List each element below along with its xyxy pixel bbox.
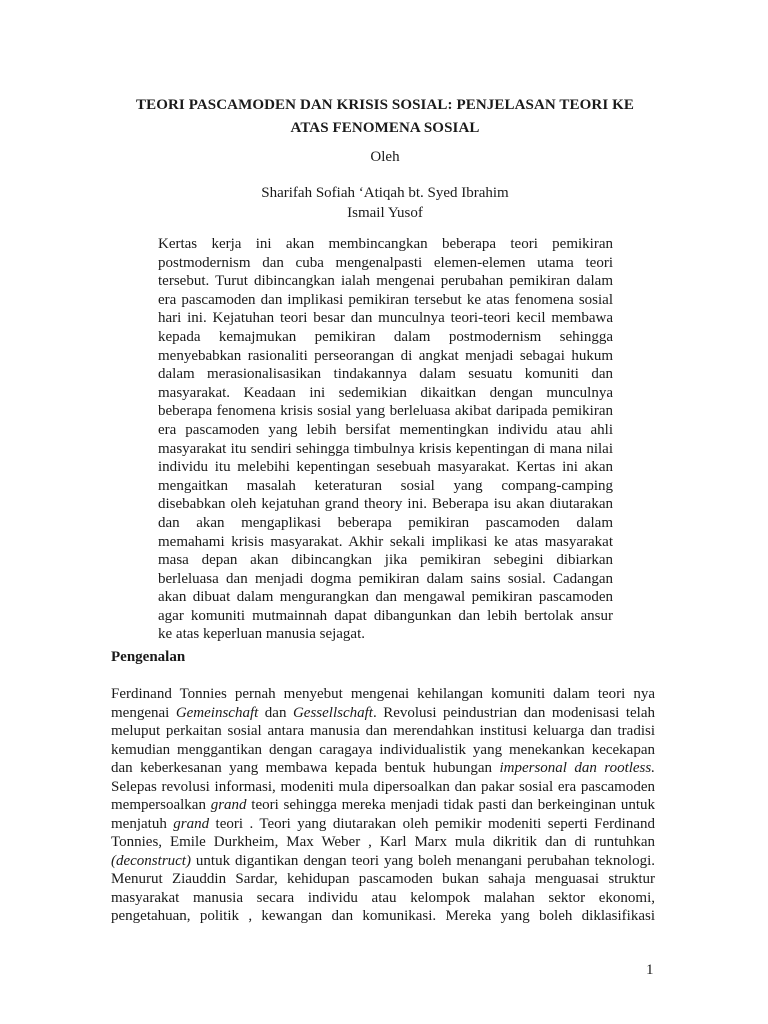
intro-paragraph [111, 685, 655, 926]
term-grand: grand [210, 797, 247, 813]
term-impersonal-rootless: impersonal dan rootless. [499, 760, 655, 776]
intro-line: meluput perkaitan sosial antara manusia dan merendahkan institusi keluarga dan tradisi [111, 723, 655, 739]
abstract-line: kepada kemajmukan pemikiran dalam postmodernism sehingga [158, 328, 613, 345]
intro-line: menjatuh grand teori . Teori yang diutarakan oleh pemikir modeniti seperti Ferdinand [111, 815, 655, 832]
paper-title [110, 94, 660, 140]
byline-oleh: Oleh [370, 149, 400, 165]
author-name-2: Ismail Yusof [347, 205, 423, 221]
abstract-line: mengaitkan masalah keteraturan sosial yang compang-camping [158, 477, 613, 494]
intro-line: Tonnies, Emile Durkheim, Max Weber , Karl Marx mula dikritik dan di runtuhkan [111, 834, 655, 850]
term-grand: grand [173, 815, 210, 832]
title-line-2: ATAS FENOMENA SOSIAL [290, 120, 480, 136]
term-gemeinschaft: Gemeinschaft [175, 704, 259, 721]
term-gessellschaft: Gessellschaft [292, 704, 373, 721]
abstract-line: ke atas keperluan manusia sejagat. [158, 626, 365, 643]
intro-line: kemudian menggantikan dengan caragaya individualistik yang menekankan kecekapan [111, 741, 655, 758]
abstract-line: hari ini. Kejatuhan teori besar dan munculnya teori-teori kecil membawa [158, 310, 613, 327]
intro-line: mempersoalkan grand teori sehingga mereka menjadi tidak pasti dan berkeinginan untuk [111, 797, 655, 813]
page-number: 1 [646, 962, 654, 978]
intro-line: Menurut Ziauddin Sardar, kehidupan pascamoden bukan sahaja menguasai struktur [111, 871, 655, 887]
abstract-line: Kertas kerja ini akan membincangkan beberapa teori pemikiran [158, 236, 613, 252]
abstract-line: beberapa fenomena krisis sosial yang berleluasa akibat daripada pemikiran [158, 403, 613, 420]
intro-line: Selepas revolusi informasi, modeniti mula dipersoalkan dan pakar sosial era pascamoden [111, 778, 655, 795]
abstract-line: era pascamoden dan implikasi pemikiran tersebut ke atas fenomena sosial [158, 291, 613, 308]
abstract-line: masa depan akan dibincangkan jika pemikiran sebegini dibiarkan [158, 552, 613, 569]
abstract-line: dan akan mengaplikasi beberapa pemikiran pascamoden dalam [158, 514, 613, 531]
abstract-line: menyebabkan rasionaliti perseorangan di angkat menjadi sebagai hukum [158, 347, 613, 364]
intro-line: pengetahuan, politik , kewangan dan komunikasi. Mereka yang boleh diklasifikasi [111, 908, 655, 924]
abstract-line: disebabkan oleh kejatuhan grand theory ini. Beberapa isu akan diutarakan [158, 496, 613, 513]
intro-line: dan keberkesanan yang membawa kepada bentuk hubungan impersonal dan rootless. [111, 760, 655, 776]
abstract-line: postmodernism dan cuba mengenalpasti elemen-elemen utama teori [158, 254, 613, 271]
intro-line: Ferdinand Tonnies pernah menyebut mengenai kehilangan komuniti dalam teori nya [111, 686, 655, 702]
term-deconstruct: (deconstruct) [111, 852, 191, 869]
abstract-line: era pascamoden yang lebih bersifat mementingkan individu atau ahli [158, 421, 613, 438]
intro-line: mengenai Gemeinschaft dan Gessellschaft. Revolusi peindustrian dan modenisasi telah [111, 704, 655, 721]
author-name-1: Sharifah Sofiah ‘Atiqah bt. Syed Ibrahim [261, 185, 509, 201]
abstract-line: memahami krisis masyarakat. Akhir sekali implikasi ke atas masyarakat [158, 533, 613, 550]
abstract-line: dalam merasionalisasikan tindakannya dalam sesuatu komuniti dan [158, 366, 613, 383]
abstract [158, 235, 613, 644]
section-heading: Pengenalan [111, 649, 186, 665]
abstract-line: berleluasa dan menjadi dogma pemikiran dalam sains sosial. Cadangan [158, 570, 613, 587]
intro-line: masyarakat manusia secara individu atau kelompok malahan sektor ekonomi, [111, 889, 655, 906]
abstract-line: agar komuniti mutmainnah dapat dibangunkan dan lebih bertolak ansur [158, 607, 613, 624]
abstract-line: individu itu melebihi kepentingan sesebuah masyarakat. Kertas ini akan [158, 459, 613, 476]
abstract-line: masyarakat. Keadaan ini sedemikian dikaitkan dengan munculnya [158, 384, 613, 401]
title-line-1: TEORI PASCAMODEN DAN KRISIS SOSIAL: PENJELASAN TEORI KE [136, 97, 634, 113]
abstract-line: masyarakat itu sendiri sehingga timbulnya krisis kepentingan di mana nilai [158, 440, 613, 457]
abstract-line: tersebut. Turut dibincangkan ialah mengenai perubahan pemikiran dalam [158, 273, 613, 290]
intro-line: (deconstruct) untuk digantikan dengan teori yang boleh menangani perubahan teknologi. [111, 852, 655, 869]
abstract-line: akan dibuat dalam mengurangkan dan mengawal pemikiran pascamoden [158, 589, 613, 606]
